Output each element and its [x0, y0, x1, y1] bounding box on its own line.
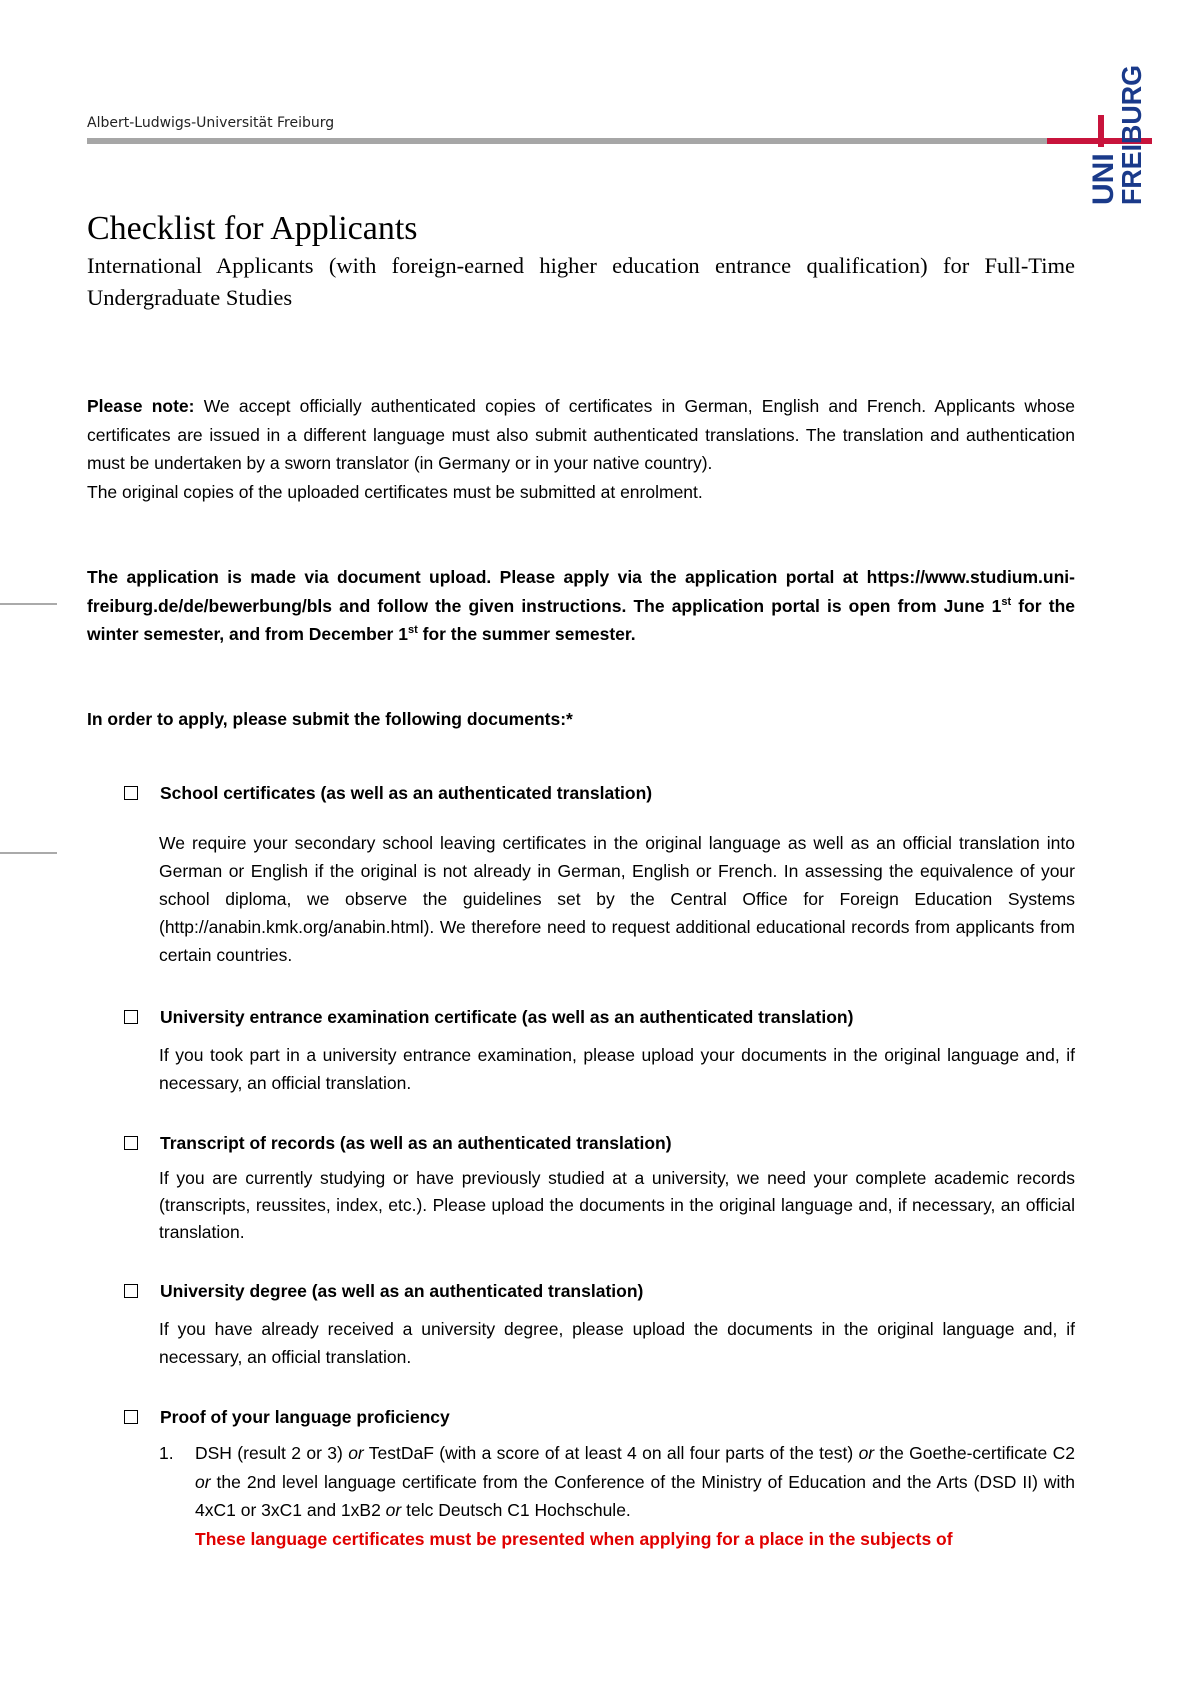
checklist-item-university-degree — [87, 1277, 1075, 1371]
item-title: Transcript of records (as well as an authenticated translation) — [160, 1133, 672, 1153]
application-info — [87, 563, 1075, 649]
note-section — [87, 392, 1075, 506]
application-part2: for the winter semester, and from December 1 — [87, 595, 1075, 644]
item-title: University entrance examination certificate (as well as an authenticated translation) — [160, 1007, 854, 1027]
checklist-item-transcript — [87, 1129, 1075, 1246]
checkbox[interactable] — [124, 1284, 138, 1298]
checkbox[interactable] — [124, 786, 138, 800]
checkbox[interactable] — [124, 1410, 138, 1424]
item-title: University degree (as well as an authenticated translation) — [160, 1281, 644, 1301]
note-text: We accept officially authenticated copies of certificates in German, English and French. Applicants whose certificates are issued in a different language must also submit authenticated translations. The translation and authentication must be undertaken by a sworn translator (in Germany or in your native country). — [87, 396, 1075, 473]
item-description: If you took part in a university entrance examination, please upload your documents in the original language and, if necessary, an official translation. — [159, 1045, 1075, 1093]
application-sup1: st — [1001, 595, 1012, 608]
item-description: If you have already received a university degree, please upload the documents in the original language and, if necessary, an official translation. — [159, 1319, 1075, 1367]
documents-intro: In order to apply, please submit the following documents:* — [87, 709, 573, 729]
page-subtitle: International Applicants (with foreign-earned higher education entrance qualification) for Full-Time Undergraduate Studies — [87, 253, 1075, 310]
university-logo — [1085, 55, 1147, 205]
header-rule — [87, 138, 1047, 144]
logo-text-uni: UNI — [1087, 153, 1120, 205]
logo-accent-bar — [1098, 115, 1104, 147]
item-title: Proof of your language proficiency — [160, 1407, 450, 1427]
item-description: We require your secondary school leaving certificates in the original language as well as an official translation into German or English if the original is not already in German, English or French. In assessing the equivalence of your school diploma, we observe the guidelines set by the Central Office for Foreign Education Systems (http://anabin.kmk.org/anabin.html). We therefore need to request additional educational records from applicants from certain countries. — [159, 833, 1075, 965]
item-title: School certificates (as well as an authenticated translation) — [160, 783, 653, 803]
list-text: DSH (result 2 or 3) or TestDaF (with a score of at least 4 on all four parts of the test) or the Goethe-certificate C2 or the 2nd level language certificate from the Conference of the Ministry of Education and the Arts (DSD II) with 4xC1 or 3xC1 and 1xB2 or telc Deutsch C1 Hochschule. These language certificates must be presented when applying for a place in the subjects of — [195, 1443, 1076, 1549]
checkbox[interactable] — [124, 1136, 138, 1150]
list-item — [159, 1439, 1075, 1553]
checkbox[interactable] — [124, 1010, 138, 1024]
checklist-item-school-certificates — [87, 779, 1075, 969]
logo-text-freiburg: FREIBURG — [1116, 58, 1147, 205]
note-originals: The original copies of the uploaded certificates must be submitted at enrolment. — [87, 481, 703, 502]
application-sup2: st — [407, 624, 418, 637]
checklist-item-language-proficiency — [87, 1403, 1075, 1553]
page-title: Checklist for Applicants — [87, 210, 418, 247]
margin-punch-mark — [0, 852, 57, 854]
list-number: 1. — [159, 1443, 174, 1463]
note-label: Please note: — [87, 396, 195, 416]
checklist-item-entrance-exam — [87, 1003, 1075, 1097]
language-warning: These language certificates must be presented when applying for a place in the subjects of — [195, 1528, 953, 1549]
item-description: If you are currently studying or have previously studied at a university, we need your complete academic records (transcripts, reussites, index, etc.). Please upload the documents in the original language and, if necessary, an official translation. — [159, 1168, 1075, 1242]
application-part1: The application is made via document upload. Please apply via the application portal at https://www.studium.uni-freiburg.de/de/bewerbung/bls and follow the given instructions. The application portal is open from June 1 — [87, 567, 1075, 616]
margin-fold-mark — [0, 603, 57, 605]
university-name: Albert-Ludwigs-Universität Freiburg — [87, 115, 335, 131]
application-part3: for the summer semester. — [417, 624, 636, 644]
